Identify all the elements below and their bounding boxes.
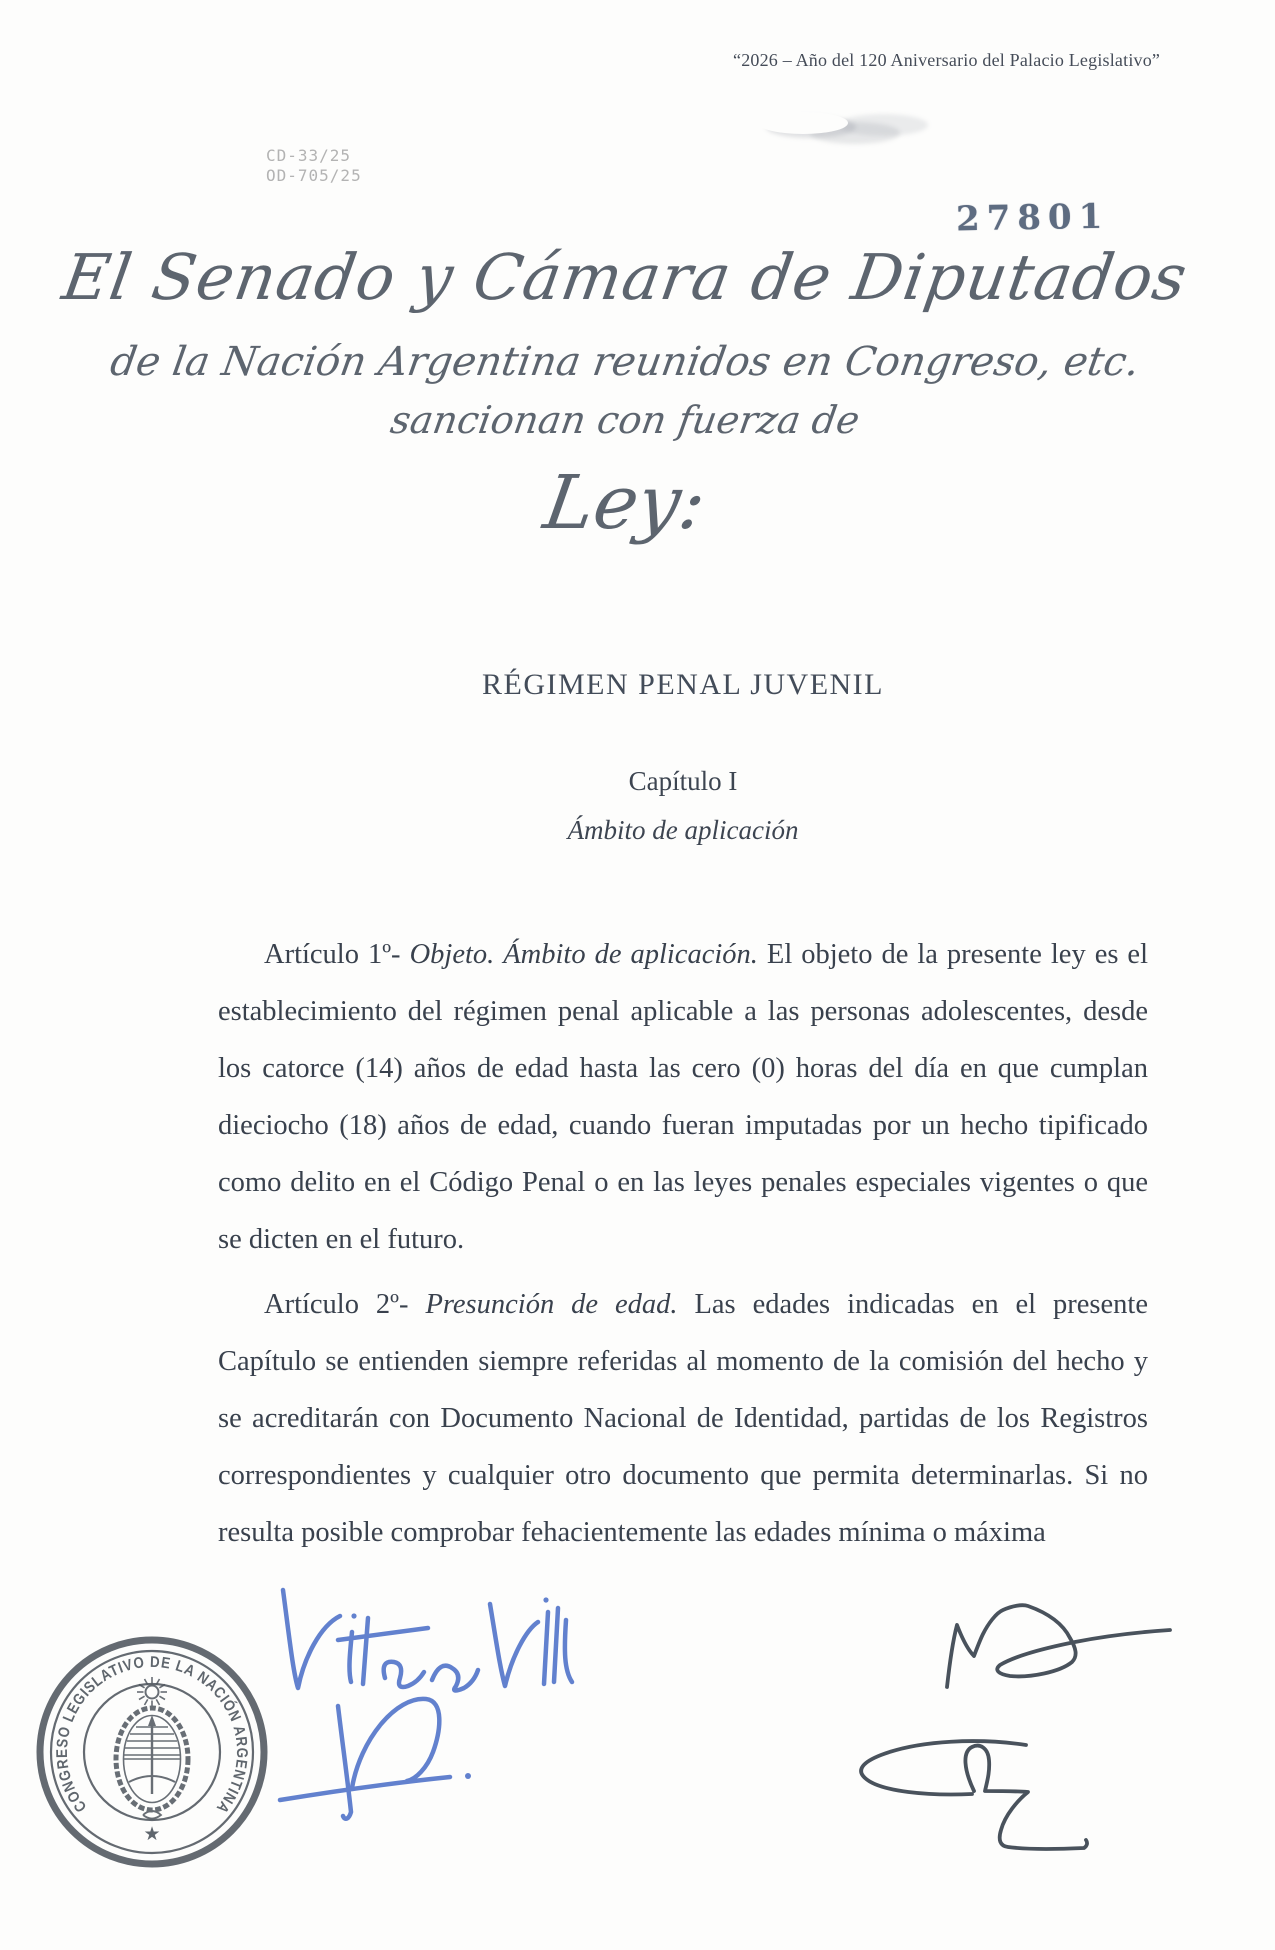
signature-black-lower (861, 1741, 1087, 1849)
enacting-line-2: de la Nación Argentina reunidos en Congreso, etc. (107, 338, 1143, 385)
faint-stamp-smudge (758, 112, 848, 134)
enacting-line-4: Ley: (538, 460, 712, 547)
seal-star-icon: ★ (143, 1823, 161, 1845)
year-legend: “2026 – Año del 120 Aniversario del Palacio Legislativo” (733, 50, 1161, 70)
article-1-paragraph (218, 926, 1148, 1268)
law-title: RÉGIMEN PENAL JUVENIL (481, 668, 885, 701)
enacting-line-1: El Senado y Cámara de Diputados (57, 241, 1193, 314)
signature-blue-flourish (280, 1699, 471, 1819)
article-1-text: El objeto de la presente ley es el establecimiento del régimen penal aplicable a las personas adolescentes, desde los catorce (14) años de edad hasta las cero (0) horas del día en que cumplan dieciocho (18) años de edad, cuando fueran imputadas por un hecho tipificado como delito en el Código Penal o en las leyes penales especiales vigentes o que se dicten en el futuro. (218, 939, 1148, 1255)
seal-ring-text: CONGRESO LEGISLATIVO DE LA NACIÓN ARGENTINA (53, 1653, 251, 1818)
signatures-area (0, 1560, 1275, 1950)
enacting-formula (0, 243, 1250, 545)
chapter-heading: Capítulo I (628, 766, 738, 796)
file-code-cd: CD-33/25 (266, 146, 352, 165)
law-number-stamp: 27801 (955, 196, 1110, 240)
article-1-rubric: Objeto. Ámbito de aplicación. (409, 939, 767, 970)
article-2-paragraph (218, 1276, 1148, 1561)
article-2-number: Artículo 2º- (264, 1289, 426, 1320)
file-code-od: OD-705/25 (266, 166, 362, 185)
chapter-subtitle: Ámbito de aplicación (567, 815, 799, 845)
article-2-rubric: Presunción de edad. (425, 1289, 695, 1320)
article-1-number: Artículo 1º- (264, 939, 410, 970)
signature-black-upper (947, 1605, 1170, 1687)
enacting-line-3: sancionan con fuerza de (387, 397, 863, 442)
article-2-text: Las edades indicadas en el presente Capítulo se entienden siempre referidas al momento de la comisión del hecho y se acreditarán con Documento Nacional de Identidad, partidas de los Registros correspondientes y cualquier otro documento que permita determinarlas. Si no resulta posible comprobar fehacientemente las edades mínima o máxima (218, 1289, 1148, 1548)
signature-victoria-villarruel (283, 1590, 572, 1691)
file-codes (266, 146, 362, 186)
